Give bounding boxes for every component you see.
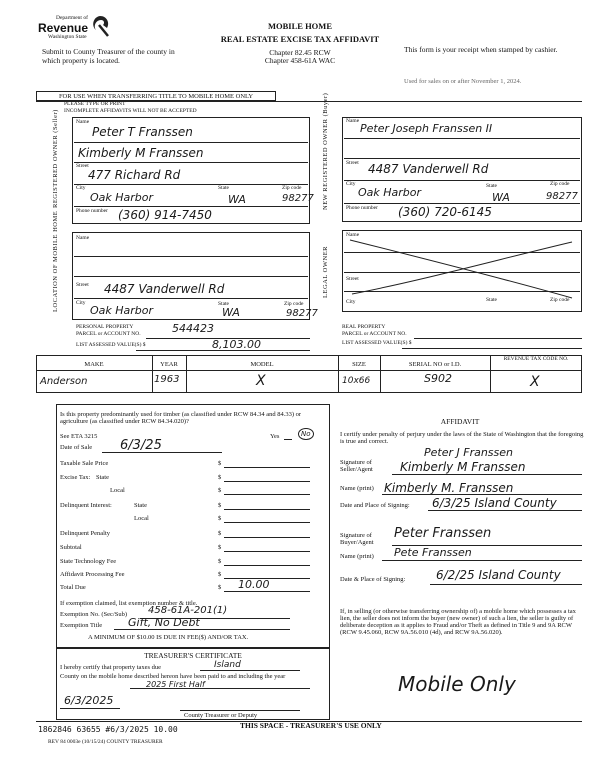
seller-street-label: Street (76, 163, 89, 169)
legal-name-label: Name (346, 232, 360, 238)
seller-phone-label: Phone number (76, 208, 108, 214)
date-of-sale-label: Date of Sale (60, 444, 93, 451)
seller-city[interactable]: Oak Harbor (90, 191, 154, 204)
affidavit-certify: I certify under penalty of perjury under the laws of the State of Washington that the foregoing is true and correct. (340, 431, 584, 446)
cell-year[interactable]: 1963 (154, 374, 180, 385)
treasurer-sign-label: County Treasurer or Deputy (184, 712, 258, 719)
buyer-print-label: Name (print) (340, 553, 374, 560)
buyer-print[interactable]: Pete Franssen (394, 546, 472, 559)
seller-signature[interactable]: Kimberly M Franssen (400, 460, 526, 474)
date-of-sale[interactable]: 6/3/25 (120, 438, 162, 453)
minimum-due: A MINIMUM OF $10.00 IS DUE IN FEE($) AND/OR TAX. (88, 634, 249, 641)
treasurer-line2: County on the mobile home described hereon have been paid to and including the year (60, 673, 286, 680)
buyer-city-label: City (346, 181, 356, 187)
seller-state[interactable]: WA (228, 193, 246, 206)
treasurer-date[interactable]: 6/3/2025 (64, 694, 114, 707)
legal-zip-label: Zip code (550, 297, 570, 303)
exemption-title-label: Exemption Title (60, 622, 103, 629)
excise-local-dollar: $ (218, 487, 222, 494)
state-tech-fee-label: State Technology Fee (60, 558, 117, 565)
subtotal-dollar: $ (218, 544, 222, 551)
total-due-value[interactable]: 10.00 (238, 578, 270, 591)
location-state-label: State (218, 301, 229, 307)
cell-serial[interactable]: S902 (424, 372, 452, 385)
seller-name-label: Name (76, 119, 90, 125)
buyer-signature-label: Signature of Buyer/Agent (340, 532, 374, 547)
cell-model[interactable]: X (256, 373, 266, 389)
no-circle[interactable]: No (298, 428, 314, 440)
affidavit-fee-dollar: $ (218, 571, 222, 578)
seller-state-label: State (218, 185, 229, 191)
buyer-phone-label: Phone number (346, 205, 378, 211)
timber-question: Is this property predominantly used for timber (as classified under RCW 84.34 and 84.33) or agriculture (as classified under RCW 84.34.020)? (60, 411, 302, 426)
location-side-label: LOCATION OF MOBILE HOME (52, 210, 59, 312)
header-revenue-code: REVENUE TAX CODE NO. (503, 356, 569, 362)
seller-date-place-label: Date and Place of Signing: (340, 502, 410, 509)
total-due-label: Total Due (60, 584, 86, 591)
location-city[interactable]: Oak Harbor (90, 304, 154, 317)
delinquent-local-label: Local (134, 515, 149, 522)
type-or-print: PLEASE TYPE OR PRINT (64, 101, 126, 107)
subtotal-label: Subtotal (60, 544, 82, 551)
taxable-price-dollar: $ (218, 460, 222, 467)
excise-state-label: State (96, 474, 109, 481)
receipt-note: This form is your receipt when stamped by cashier. (404, 45, 558, 54)
seller-zip[interactable]: 98277 (282, 193, 314, 204)
real-assessed-label: LIST ASSESSED VALUE(S) $ (342, 340, 412, 346)
header-year: YEAR (160, 361, 178, 368)
chapter-rcw: Chapter 82.45 RCW (269, 47, 331, 57)
legal-owner-crossout-icon (344, 236, 580, 300)
buyer-zip-label: Zip code (550, 181, 570, 187)
buyer-phone[interactable]: (360) 720-6145 (398, 205, 492, 219)
location-city-label: City (76, 300, 86, 306)
submit-note: Submit to County Treasurer of the county in which property is located. (42, 47, 175, 65)
header-size: SIZE (352, 361, 366, 368)
affidavit-fee-label: Affidavit Processing Fee (60, 571, 125, 578)
buyer-street[interactable]: 4487 Vanderwell Rd (368, 162, 489, 176)
real-property-label: REAL PROPERTY (342, 324, 386, 330)
penalty-dollar: $ (218, 530, 222, 537)
cell-size[interactable]: 10x66 (342, 376, 371, 386)
legal-street-label: Street (346, 276, 359, 282)
buyer-name-label: Name (346, 118, 360, 124)
form-revision: REV 84 0003e (10/15/24) COUNTY TREASURER (48, 739, 163, 745)
location-street-label: Street (76, 282, 89, 288)
treasurer-use-only: THIS SPACE - TREASURER'S USE ONLY (240, 721, 382, 730)
total-due-dollar: $ (218, 584, 222, 591)
cashier-stamp: 1862846 63655 #6/3/2025 10.00 (38, 725, 178, 734)
yes-label: Yes (270, 433, 280, 440)
tax-lien-notice: If, in selling (or otherwise transferring ownership of) a mobile home which possesses a tax lien, the seller does not inform the buyer (new owner) of such a lien, the seller is guilty of deliberate deception as it applies to Fraud and/or Theft as defined in Title 9 and 9A RCW (RCW 9.45.060, RCW 9A.56.010 (4d), and RCW 9A.56.020). (340, 608, 576, 637)
seller-side-label: REGISTERED OWNER (Seller) (52, 109, 59, 208)
seller-print-label: Name (print) (340, 485, 374, 492)
seller-date-place[interactable]: 6/3/25 Island County (432, 496, 557, 510)
excise-local-label: Local (110, 487, 125, 494)
legal-state-label: State (486, 297, 497, 303)
exemption-title[interactable]: Gift, No Debt (128, 616, 200, 629)
revenue-swirl-icon (90, 14, 110, 38)
buyer-name[interactable]: Peter Joseph Franssen II (360, 122, 493, 135)
list-assessed-label: LIST ASSESSED VALUE(S) $ (76, 342, 146, 348)
real-parcel-label: PARCEL or ACCOUNT NO. (342, 331, 407, 337)
seller-signature-label: Signature of Seller/Agent (340, 459, 373, 474)
buyer-state-label: State (486, 183, 497, 189)
logo-dept-state: Washington State (48, 34, 87, 40)
treasurer-year[interactable]: 2025 First Half (146, 680, 205, 689)
header-make: MAKE (84, 361, 104, 368)
parcel-label: PARCEL or ACCOUNT NO. (76, 331, 141, 337)
logo-dept-small: Department of (56, 15, 88, 21)
logo-dept-name: Revenue (38, 21, 89, 35)
buyer-state[interactable]: WA (492, 191, 510, 204)
delinquent-state-dollar: $ (218, 502, 222, 509)
seller-name-2[interactable]: Kimberly M Franssen (78, 146, 204, 160)
buyer-street-label: Street (346, 160, 359, 166)
buyer-city[interactable]: Oak Harbor (358, 186, 422, 199)
delinquent-local-dollar: $ (218, 515, 222, 522)
header-serial: SERIAL NO or I.D. (408, 361, 462, 368)
treasurer-county[interactable]: Island (214, 660, 241, 670)
legal-city-label: City (346, 299, 356, 305)
location-zip-label: Zip code (284, 301, 304, 307)
affidavit-title: AFFIDAVIT (440, 417, 480, 426)
location-state[interactable]: WA (222, 306, 240, 319)
seller-signature-top[interactable]: Peter J Franssen (424, 446, 514, 459)
location-parcel[interactable]: 544423 (172, 322, 214, 335)
taxable-price-label: Taxable Sale Price (60, 460, 109, 467)
excise-state-dollar: $ (218, 474, 222, 481)
excise-tax-label: Excise Tax: (60, 474, 91, 481)
used-for-note: Used for sales on or after November 1, 2024. (404, 78, 522, 85)
tech-fee-dollar: $ (218, 558, 222, 565)
mobile-only-note[interactable]: Mobile Only (398, 672, 516, 696)
location-street[interactable]: 4487 Vanderwell Rd (104, 282, 225, 296)
buyer-signature[interactable]: Peter Franssen (394, 526, 492, 541)
seller-name-1[interactable]: Peter T Franssen (92, 125, 193, 139)
header-model: MODEL (250, 361, 274, 368)
cell-make[interactable]: Anderson (40, 376, 88, 387)
location-name-label: Name (76, 235, 90, 241)
cell-revenue-code[interactable]: X (530, 374, 540, 390)
buyer-date-place[interactable]: 6/2/25 Island County (436, 568, 561, 582)
buyer-date-place-label: Date & Place of Signing: (340, 576, 406, 583)
incomplete-warning: INCOMPLETE AFFIDAVITS WILL NOT BE ACCEPTED (64, 108, 197, 114)
seller-street[interactable]: 477 Richard Rd (88, 168, 181, 182)
form-title-1: MOBILE HOME (268, 21, 332, 31)
delinquent-state-label: State (134, 502, 147, 509)
treasurer-line1: I hereby certify that property taxes due (60, 664, 162, 671)
delinquent-interest-label: Delinquent Interest: (60, 502, 112, 509)
legal-side-label: LEGAL OWNER (322, 245, 329, 298)
banner: FOR USE WHEN TRANSFERRING TITLE TO MOBILE HOME ONLY (36, 91, 276, 101)
exemption-no[interactable]: 458-61A-201(1) (148, 605, 228, 616)
see-eta: See ETA 3215 (60, 433, 98, 440)
seller-zip-label: Zip code (282, 185, 302, 191)
treasurer-title: TREASURER'S CERTIFICATE (144, 651, 242, 660)
buyer-zip[interactable]: 98277 (546, 191, 578, 202)
seller-print[interactable]: Kimberly M. Franssen (384, 481, 514, 495)
seller-phone[interactable]: (360) 914-7450 (118, 208, 212, 222)
form-title-2: REAL ESTATE EXCISE TAX AFFIDAVIT (220, 33, 380, 44)
chapter-wac: Chapter 458-61A WAC (264, 56, 336, 66)
seller-city-label: City (76, 185, 86, 191)
revenue-logo (38, 12, 110, 42)
exemption-no-label: Exemption No. (Sec/Sub) (60, 611, 127, 618)
delinquent-penalty-label: Delinquent Penalty (60, 530, 111, 537)
location-assessed[interactable]: 8,103.00 (212, 338, 261, 351)
exemption-intro: If exemption claimed, list exemption number & title. (60, 600, 198, 607)
buyer-side-label: NEW REGISTERED OWNER (Buyer) (322, 92, 329, 210)
location-zip[interactable]: 98277 (286, 308, 318, 319)
personal-property-label: PERSONAL PROPERTY (76, 324, 134, 330)
yes-checkbox[interactable] (284, 433, 292, 440)
